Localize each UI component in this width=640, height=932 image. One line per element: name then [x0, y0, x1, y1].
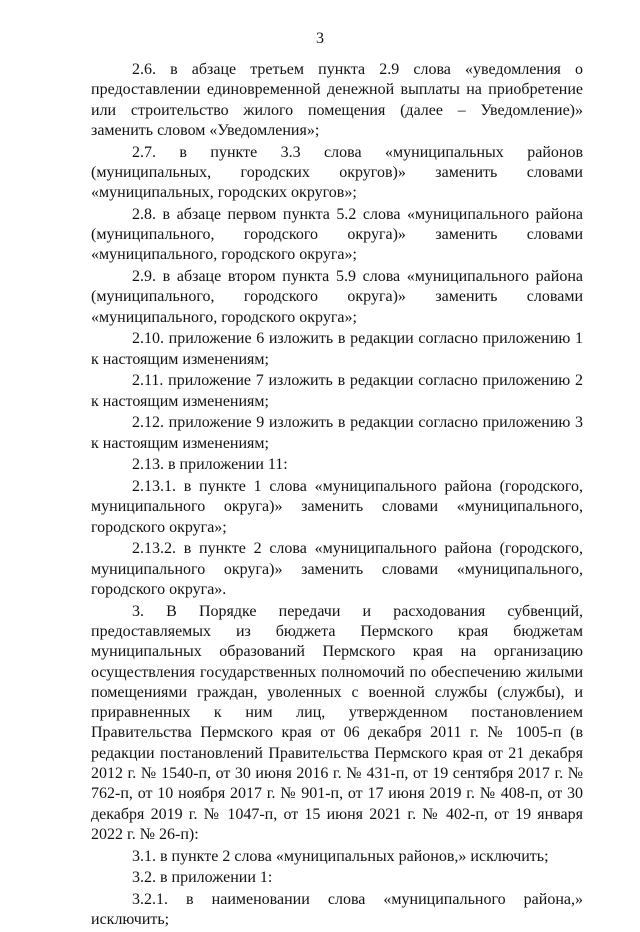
paragraph-2-9: 2.9. в абзаце втором пункта 5.9 слова «муниципального района (муниципального, городского округа)» заменить словами «муниципального, городского округа»;: [91, 268, 583, 326]
paragraph-2-13-1: 2.13.1. в пункте 1 слова «муниципального района (городского, муниципального округа)» заменить словами «муниципального, городского округа»;: [91, 478, 583, 536]
paragraph-2-10: 2.10. приложение 6 изложить в редакции согласно приложению 1 к настоящим изменениям;: [91, 330, 583, 368]
paragraph-3-2: 3.2. в приложении 1:: [132, 869, 273, 887]
page-number: 3: [316, 30, 324, 47]
paragraph-2-8: 2.8. в абзаце первом пункта 5.2 слова «муниципального района (муниципального, городского округа)» заменить словами «муниципального, городского округа»;: [91, 205, 583, 264]
paragraph-2-7: 2.7. в пункте 3.3 слова «муниципальных районов (муниципальных, городских округов)» заменить словами «муниципальных, городских округов»;: [91, 143, 583, 202]
paragraph-3-2-1: 3.2.1. в наименовании слова «муниципального района,» исключить;: [91, 890, 583, 929]
paragraph-2-13: 2.13. в приложении 11:: [132, 456, 288, 474]
paragraph-2-13-2: 2.13.2. в пункте 2 слова «муниципального района (городского, муниципального округа)» заменить словами «муниципального, городского округа».: [91, 540, 583, 598]
paragraph-2-12: 2.12. приложение 9 изложить в редакции согласно приложению 3 к настоящим изменениям;: [91, 414, 583, 452]
paragraph-3-1: 3.1. в пункте 2 слова «муниципальных районов,» исключить;: [132, 847, 549, 865]
paragraph-3: 3. В Порядке передачи и расходования субвенций, предоставляемых из бюджета Пермского края бюджетам муниципальных образований Пермского края на организацию осуществления государственных полномочий по обеспечению жилыми помещениями граждан, уволенных с военной службы (службы), и приравненных к ним лиц, утвержденном постановлением Правительства Пермского края от 06 декабря 2011 г. № 1005-п (в редакции постановлений Правительства Пермского края от 21 декабря 2012 г. № 1540-п, от 30 июня 2016 г. № 431-п, от 19 сентября 2017 г. № 762-п, от 10 ноября 2017 г. № 901-п, от 17 июня 2019 г. № 408-п, от 30 декабря 2019 г. № 1047-п, от 15 июня 2021 г. № 402-п, от 19 января 2022 г. № 26-п):: [91, 602, 583, 843]
paragraph-2-11: 2.11. приложение 7 изложить в редакции согласно приложению 2 к настоящим изменениям;: [91, 372, 583, 410]
document-body: [91, 60, 583, 932]
paragraph-2-6: 2.6. в абзаце третьем пункта 2.9 слова «уведомления о предоставлении единовременной денежной выплаты на приобретение или строительство жилого помещения (далее – Уведомление)» заменить словом «Уведомления»;: [91, 61, 583, 139]
